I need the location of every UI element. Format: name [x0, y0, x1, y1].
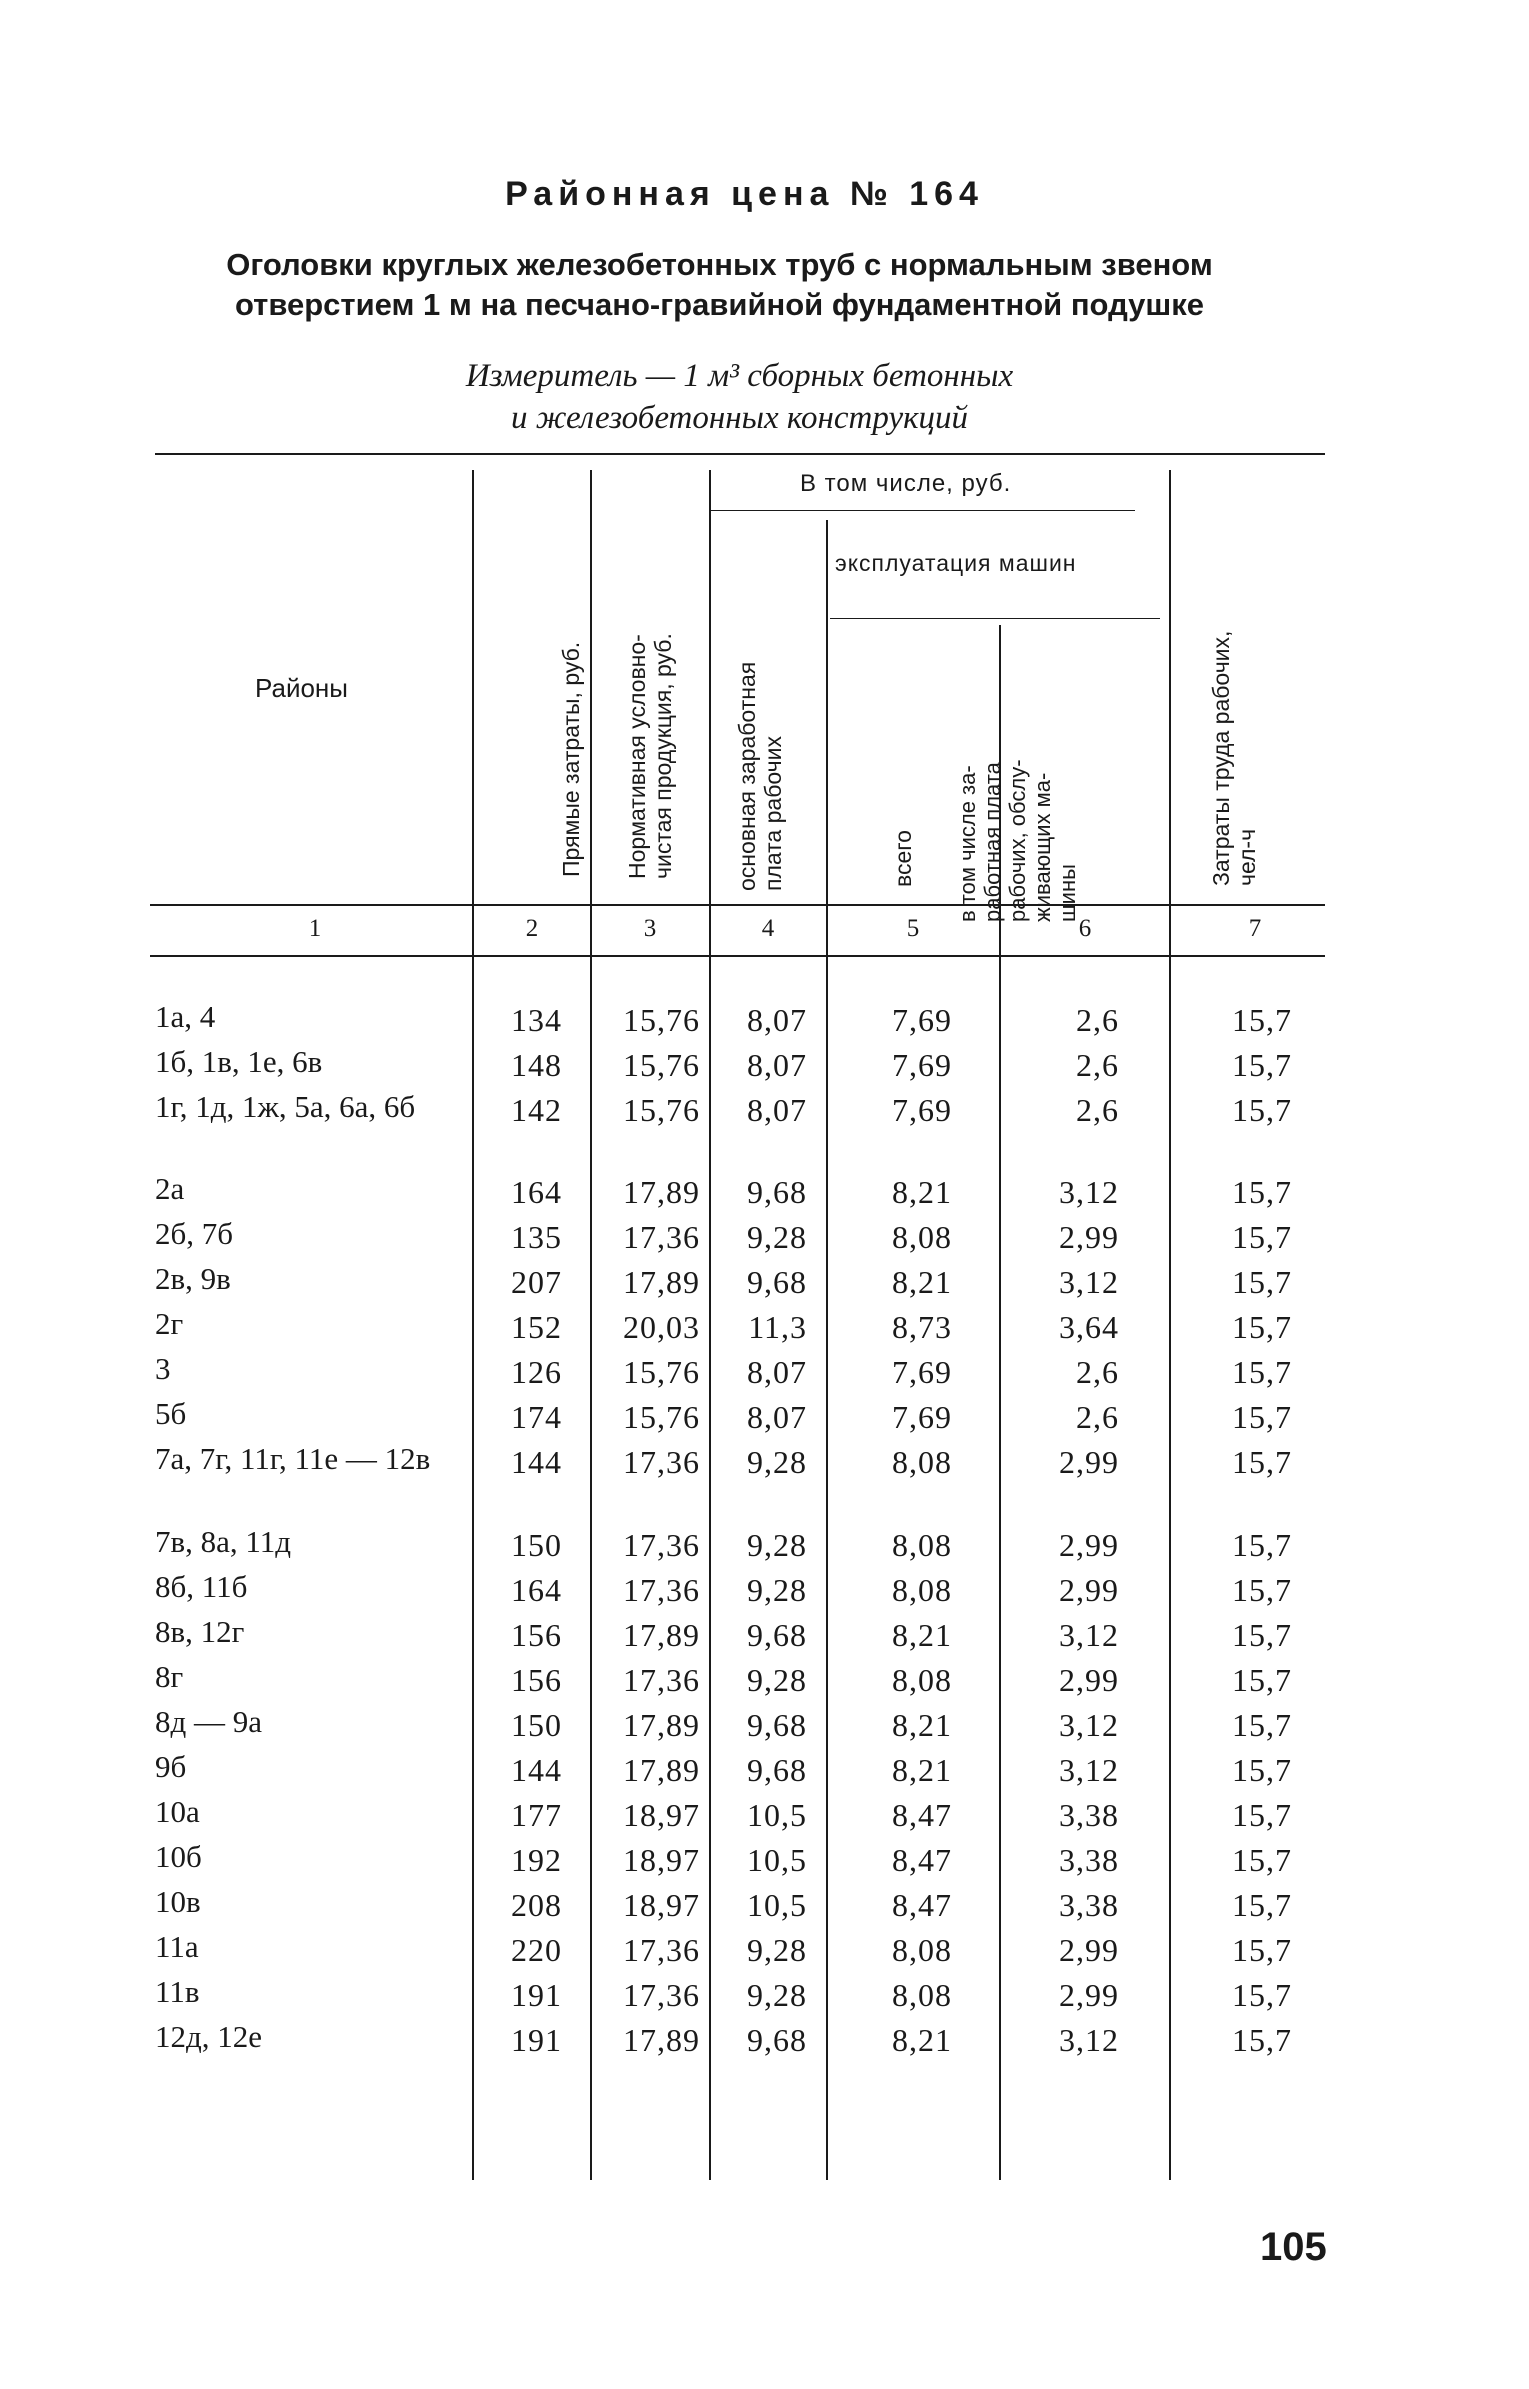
cell-direct: 156 [511, 1617, 562, 1653]
measurement-unit [0, 355, 1504, 439]
col-divider-3 [709, 470, 711, 2180]
col-divider-1 [472, 470, 474, 2180]
cell-labor: 15,7 [1232, 1572, 1292, 1608]
cell-region: 1а, 4 [155, 999, 216, 1034]
cell-total: 8,08 [892, 1572, 952, 1608]
cell-labor: 15,7 [1232, 1174, 1292, 1210]
page-title: Районная цена № 164 [505, 175, 984, 213]
cell-machine-wage: 2,99 [1059, 1572, 1119, 1608]
cell-normative: 18,97 [623, 1842, 700, 1878]
cell-direct: 191 [511, 1977, 562, 2013]
cell-total: 8,47 [892, 1797, 952, 1833]
cell-machine-wage: 2,6 [1076, 1047, 1119, 1083]
cell-region: 10в [155, 1884, 201, 1919]
cell-normative: 20,03 [623, 1309, 700, 1345]
header-machine-wage: в том числе за- работная плата рабочих, обслу- живающих ма- шины [955, 759, 1080, 922]
cell-wage: 9,28 [747, 1662, 807, 1698]
cell-machine-wage: 2,99 [1059, 1977, 1119, 2013]
cell-wage: 8,07 [747, 1002, 807, 1038]
cell-wage: 9,28 [747, 1977, 807, 2013]
cell-normative: 17,89 [623, 2022, 700, 2058]
cell-region: 8г [155, 1659, 184, 1694]
cell-region: 12д, 12е [155, 2019, 263, 2054]
cell-machine-wage: 2,99 [1059, 1219, 1119, 1255]
cell-direct: 126 [511, 1354, 562, 1390]
cell-total: 8,21 [892, 1617, 952, 1653]
including-rule [710, 510, 1135, 511]
cell-normative: 17,89 [623, 1174, 700, 1210]
cell-labor: 15,7 [1232, 1977, 1292, 2013]
table-subtitle [0, 245, 1484, 325]
cell-wage: 10,5 [747, 1887, 807, 1923]
colnum-1: 1 [308, 915, 322, 942]
cell-wage: 9,68 [747, 1752, 807, 1788]
cell-region: 1г, 1д, 1ж, 5а, 6а, 6б [155, 1089, 416, 1124]
cell-labor: 15,7 [1232, 1092, 1292, 1128]
page-number: 105 [1260, 2225, 1327, 2269]
cell-region: 2а [155, 1171, 185, 1206]
cell-machine-wage: 3,12 [1059, 1174, 1119, 1210]
cell-total: 8,08 [892, 1977, 952, 2013]
cell-normative: 17,36 [623, 1932, 700, 1968]
header-normative: Нормативная условно- чистая продукция, руб. [624, 633, 676, 879]
cell-region: 2в, 9в [155, 1261, 231, 1296]
cell-machine-wage: 3,38 [1059, 1887, 1119, 1923]
cell-normative: 17,36 [623, 1219, 700, 1255]
cell-region: 10б [155, 1839, 202, 1874]
header-labor: Затраты труда рабочих, чел-ч [1208, 630, 1260, 886]
cell-normative: 18,97 [623, 1887, 700, 1923]
cell-region: 7в, 8а, 11д [155, 1524, 292, 1559]
cell-wage: 9,68 [747, 1617, 807, 1653]
cell-direct: 142 [511, 1092, 562, 1128]
cell-direct: 150 [511, 1527, 562, 1563]
cell-machine-wage: 3,12 [1059, 2022, 1119, 2058]
cell-wage: 11,3 [748, 1309, 807, 1345]
cell-wage: 9,68 [747, 1174, 807, 1210]
cell-wage: 9,28 [747, 1932, 807, 1968]
col-divider-6 [1169, 470, 1171, 2180]
cell-machine-wage: 3,12 [1059, 1752, 1119, 1788]
cell-wage: 8,07 [747, 1047, 807, 1083]
header-including: В том числе, руб. [800, 470, 1012, 497]
cell-region: 8д — 9а [155, 1704, 263, 1739]
machines-rule [830, 618, 1160, 619]
cell-labor: 15,7 [1232, 2022, 1292, 2058]
cell-total: 7,69 [892, 1092, 952, 1128]
cell-normative: 17,36 [623, 1527, 700, 1563]
colnum-4: 4 [761, 915, 775, 942]
cell-region: 9б [155, 1749, 187, 1784]
cell-normative: 17,89 [623, 1264, 700, 1300]
cell-total: 8,08 [892, 1527, 952, 1563]
header-wage: основная заработная плата рабочих [734, 661, 786, 891]
cell-region: 5б [155, 1396, 187, 1431]
cell-normative: 15,76 [623, 1047, 700, 1083]
cell-labor: 15,7 [1232, 1219, 1292, 1255]
cell-wage: 9,28 [747, 1444, 807, 1480]
cell-direct: 134 [511, 1002, 562, 1038]
cell-machine-wage: 2,6 [1076, 1092, 1119, 1128]
cell-labor: 15,7 [1232, 1662, 1292, 1698]
cell-wage: 9,28 [747, 1219, 807, 1255]
cell-region: 10а [155, 1794, 200, 1829]
cell-direct: 207 [511, 1264, 562, 1300]
cell-machine-wage: 3,12 [1059, 1707, 1119, 1743]
cell-total: 8,08 [892, 1444, 952, 1480]
cell-direct: 148 [511, 1047, 562, 1083]
cell-total: 8,47 [892, 1842, 952, 1878]
cell-machine-wage: 2,99 [1059, 1662, 1119, 1698]
cell-total: 8,21 [892, 2022, 952, 2058]
cell-machine-wage: 3,38 [1059, 1797, 1119, 1833]
subtitle-line-2: отверстием 1 м на песчано-гравийной фундаментной подушке [235, 287, 1204, 322]
cell-wage: 10,5 [747, 1842, 807, 1878]
cell-direct: 192 [511, 1842, 562, 1878]
cell-wage: 9,68 [747, 2022, 807, 2058]
measure-line-2: и железобетонных конструкций [510, 400, 969, 436]
cell-machine-wage: 2,6 [1076, 1399, 1119, 1435]
cell-direct: 144 [511, 1444, 562, 1480]
cell-labor: 15,7 [1232, 1002, 1292, 1038]
colnum-5: 5 [906, 915, 920, 942]
cell-direct: 208 [511, 1887, 562, 1923]
cell-labor: 15,7 [1232, 1887, 1292, 1923]
cell-wage: 9,28 [747, 1572, 807, 1608]
cell-labor: 15,7 [1232, 1047, 1292, 1083]
cell-labor: 15,7 [1232, 1797, 1292, 1833]
cell-labor: 15,7 [1232, 1932, 1292, 1968]
cell-normative: 18,97 [623, 1797, 700, 1833]
cell-machine-wage: 2,99 [1059, 1444, 1119, 1480]
cell-normative: 15,76 [623, 1354, 700, 1390]
cell-direct: 177 [511, 1797, 562, 1833]
cell-labor: 15,7 [1232, 1842, 1292, 1878]
cell-machine-wage: 2,99 [1059, 1527, 1119, 1563]
cell-direct: 156 [511, 1662, 562, 1698]
cell-labor: 15,7 [1232, 1617, 1292, 1653]
cell-total: 8,08 [892, 1219, 952, 1255]
cell-machine-wage: 3,12 [1059, 1617, 1119, 1653]
cell-region: 2б, 7б [155, 1216, 234, 1251]
cell-normative: 17,36 [623, 1444, 700, 1480]
cell-labor: 15,7 [1232, 1527, 1292, 1563]
cell-region: 3 [155, 1351, 171, 1386]
cell-labor: 15,7 [1232, 1444, 1292, 1480]
cell-total: 8,47 [892, 1887, 952, 1923]
cell-wage: 9,68 [747, 1707, 807, 1743]
cell-wage: 8,07 [747, 1399, 807, 1435]
cell-region: 1б, 1в, 1е, 6в [155, 1044, 323, 1079]
cell-total: 8,21 [892, 1707, 952, 1743]
cell-direct: 220 [511, 1932, 562, 1968]
colnum-6: 6 [1078, 915, 1092, 942]
colnum-2: 2 [525, 915, 539, 942]
cell-normative: 17,36 [623, 1662, 700, 1698]
cell-region: 2г [155, 1306, 184, 1341]
cell-machine-wage: 3,64 [1059, 1309, 1119, 1345]
cell-total: 7,69 [892, 1047, 952, 1083]
cell-labor: 15,7 [1232, 1309, 1292, 1345]
cell-total: 8,08 [892, 1932, 952, 1968]
subtitle-line-1: Оголовки круглых железобетонных труб с нормальным звеном [226, 247, 1213, 282]
cell-normative: 15,76 [623, 1399, 700, 1435]
measure-line-1: Измеритель — 1 м³ сборных бетонных [465, 358, 1014, 394]
cell-labor: 15,7 [1232, 1752, 1292, 1788]
cell-total: 8,21 [892, 1752, 952, 1788]
cell-wage: 8,07 [747, 1092, 807, 1128]
header-machines: эксплуатация машин [835, 550, 1077, 576]
cell-machine-wage: 2,6 [1076, 1354, 1119, 1390]
cell-direct: 191 [511, 2022, 562, 2058]
cell-region: 8в, 12г [155, 1614, 245, 1649]
cell-total: 8,08 [892, 1662, 952, 1698]
cell-total: 7,69 [892, 1399, 952, 1435]
cell-direct: 164 [511, 1174, 562, 1210]
cell-direct: 144 [511, 1752, 562, 1788]
cell-labor: 15,7 [1232, 1707, 1292, 1743]
cell-total: 8,21 [892, 1264, 952, 1300]
header-regions: Районы [255, 673, 348, 703]
cell-region: 11в [155, 1974, 200, 2009]
cell-region: 11а [155, 1929, 199, 1964]
cell-direct: 174 [511, 1399, 562, 1435]
cell-normative: 17,89 [623, 1752, 700, 1788]
cell-total: 7,69 [892, 1002, 952, 1038]
cell-wage: 9,28 [747, 1527, 807, 1563]
colnum-3: 3 [643, 915, 657, 942]
col-divider-4 [826, 520, 828, 2180]
cell-total: 8,21 [892, 1174, 952, 1210]
cell-normative: 15,76 [623, 1092, 700, 1128]
header-direct-costs: Прямые затраты, руб. [558, 641, 584, 877]
cell-normative: 17,36 [623, 1977, 700, 2013]
cell-machine-wage: 2,6 [1076, 1002, 1119, 1038]
cell-labor: 15,7 [1232, 1354, 1292, 1390]
cell-machine-wage: 2,99 [1059, 1932, 1119, 1968]
table-top-rule [155, 453, 1325, 455]
cell-direct: 164 [511, 1572, 562, 1608]
cell-wage: 8,07 [747, 1354, 807, 1390]
cell-machine-wage: 3,38 [1059, 1842, 1119, 1878]
cell-direct: 152 [511, 1309, 562, 1345]
header-bottom-rule [150, 904, 1325, 906]
cell-wage: 9,68 [747, 1264, 807, 1300]
cell-labor: 15,7 [1232, 1264, 1292, 1300]
cell-direct: 135 [511, 1219, 562, 1255]
cell-normative: 17,36 [623, 1572, 700, 1608]
header-total: всего [890, 830, 916, 887]
cell-labor: 15,7 [1232, 1399, 1292, 1435]
cell-total: 7,69 [892, 1354, 952, 1390]
cell-normative: 17,89 [623, 1707, 700, 1743]
colnum-bottom-rule [150, 955, 1325, 957]
cell-normative: 15,76 [623, 1002, 700, 1038]
cell-region: 8б, 11б [155, 1569, 248, 1604]
cell-machine-wage: 3,12 [1059, 1264, 1119, 1300]
col-divider-2 [590, 470, 592, 2180]
cell-normative: 17,89 [623, 1617, 700, 1653]
cell-wage: 10,5 [747, 1797, 807, 1833]
cell-direct: 150 [511, 1707, 562, 1743]
colnum-7: 7 [1248, 915, 1262, 942]
cell-total: 8,73 [892, 1309, 952, 1345]
cell-region: 7а, 7г, 11г, 11е — 12в [155, 1441, 431, 1476]
